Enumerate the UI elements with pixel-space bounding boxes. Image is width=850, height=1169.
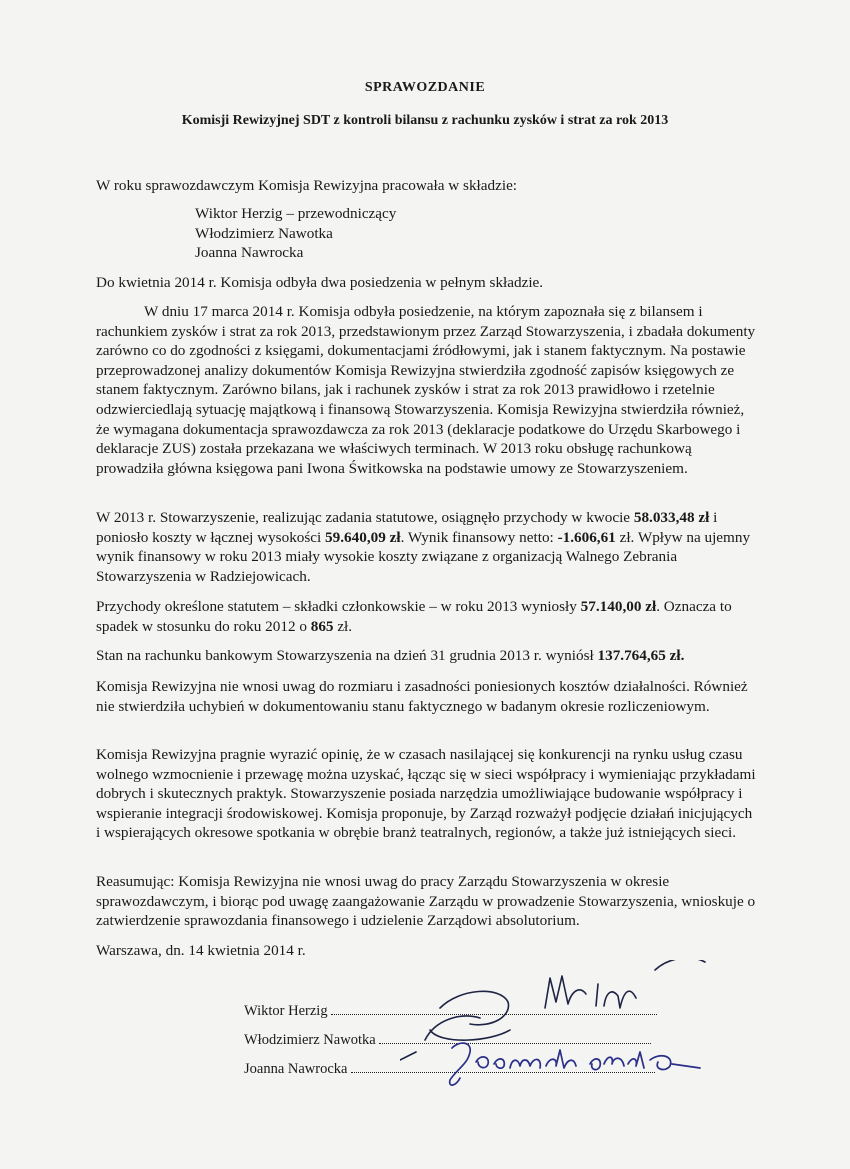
para3-text-a: Przychody określone statutem – składki członkowskie – w roku 2013 wyniosły [96,598,581,615]
fees-amount: 57.140,00 zł [580,598,657,615]
signatory-name: Włodzimierz Nawotka [244,1032,376,1048]
paragraph-member-fees [96,597,756,636]
signatory-row [244,1032,657,1061]
signature-line [351,1061,655,1073]
costs-amount: 59.640,09 zł [325,528,401,546]
para3-text-c: zł. [333,617,353,635]
member-3: Joanna Nawrocka [195,244,304,262]
paragraph-costs-opinion: Komisja Rewizyjna nie wnosi uwag do rozmiaru i zasadności poniesionych kosztów działalności. Również nie stwierdziła uchybień w dokumentowaniu stanu faktycznego w badanym okresie rozliczeniowym. [96,678,748,715]
para2-text-c: . Wynik finansowy netto: [400,528,558,546]
income-amount: 58.033,48 zł [633,509,710,526]
fees-drop: 865 [310,617,334,635]
paragraph-conclusion: Reasumując: Komisja Rewizyjna nie wnosi uwag do pracy Zarządu Stowarzyszenia w okresie sprawozdawczym, i biorąc pod uwagę zaangażowanie Zarządu w prowadzenie Stowarzyszenia, wnioskuje o zatwierdzenie sprawozdania finansowego i udzielenie Zarządowi absolutorium. [96,873,756,930]
signature-line [331,1003,657,1015]
para4-text-a: Stan na rachunku bankowym Stowarzyszenia na dzień 31 grudnia 2013 r. wyniósł [96,647,598,664]
para3-text-b: . Oznacza to spadek w stosunku do roku 2012 o [96,598,732,635]
committee-members [195,204,396,263]
member-2: Włodzimierz Nawotka [195,224,333,242]
signatory-name: Joanna Nawrocka [244,1061,348,1077]
member-1: Wiktor Herzig – przewodniczący [195,205,397,222]
para2-text-d: zł. Wpływ na ujemny wynik finansowy w roku 2013 miały wysokie koszty związane z organizacją Walnego Zebrania Stowarzyszenia w Radziejowicach. [96,528,751,585]
signature-block [244,1003,657,1090]
meetings-paragraph: Do kwietnia 2014 r. Komisja odbyła dwa posiedzenia w pełnym składzie. [96,274,544,291]
signatory-row [244,1003,657,1032]
document-subtitle: Komisji Rewizyjnej SDT z kontroli bilansu z rachunku zysków i strat za rok 2013 [181,113,669,128]
bank-balance: 137.764,65 zł. [597,647,685,664]
para2-text-b: i poniosło koszty w łącznej wysokości [96,509,718,546]
signatory-name: Wiktor Herzig [244,1003,328,1019]
net-result: -1.606,61 [557,528,616,546]
signatory-row [244,1061,657,1090]
para2-text-a: W 2013 r. Stowarzyszenie, realizując zadania statutowe, osiągnęło przychody w kwocie [96,509,634,526]
document-title: SPRAWOZDANIE [364,80,486,95]
place-and-date: Warszawa, dn. 14 kwietnia 2014 r. [96,942,306,959]
paragraph-audit: W dniu 17 marca 2014 r. Komisja odbyła posiedzenie, na którym zapoznała się z bilansem i rachunkiem zysków i strat za rok 2013, przedstawionym przez Zarząd Stowarzyszenia, i zbadała dokumenty zarówno co do zgodności z księgami, dokumentacjami źródłowymi, jak i stanem faktycznym. Na postawie przeprowadzonej analizy dokumentów Komisja Rewizyjna stwierdziła zgodność zapisów księgowych ze stanem faktycznym. Zarówno bilans, jak i rachunek zysków i strat za rok 2013 prawidłowo i rzetelnie odzwierciedlają sytuację majątkową i finansową Stowarzyszenia. Komisja Rewizyjna stwierdziła również, że wymagana dokumentacja sprawozdawcza za rok 2013 (deklaracje podatkowe do Urzędu Skarbowego i deklaracje ZUS) została przekazana we właściwych terminach. W 2013 roku obsługę rachunkową prowadziła główna księgowa pani Iwona Świtkowska na podstawie umowy ze Stowarzyszeniem. [96,303,756,477]
intro-paragraph: W roku sprawozdawczym Komisja Rewizyjna pracowała w składzie: [96,177,518,194]
paragraph-bank-balance [96,646,756,666]
paragraph-recommendation: Komisja Rewizyjna pragnie wyrazić opinię, że w czasach nasilającej się konkurencji na rynku usług czasu wolnego wzmocnienie i przewagę można uzyskać, łącząc się w sieci współpracy i wymieniając przykładami dobrych i skutecznych praktyk. Stowarzyszenie posiada narzędzia umożliwiające budowanie współpracy i wspieranie integracji środowiskowej. Komisja proponuje, by Zarząd rozważył podjęcie działań inicjujących i wspierających okresowe spotkania w obrębie branż teatralnych, regionów, a także już istniejących sieci. [96,746,756,842]
paragraph-financial-result [96,508,756,586]
signature-line [379,1032,651,1044]
